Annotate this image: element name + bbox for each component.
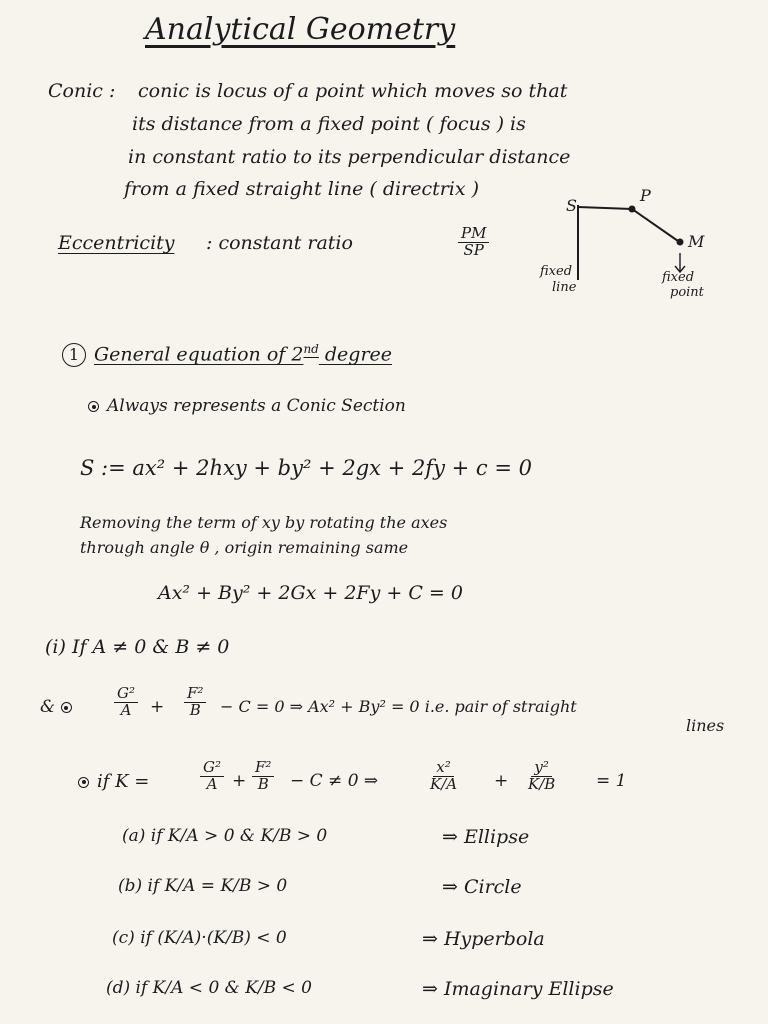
subcase-b-result: ⇒ Circle (442, 876, 522, 898)
subcase-d-result: ⇒ Imaginary Ellipse (422, 978, 614, 1000)
general-equation: S := ax² + 2hxy + by² + 2gx + 2fy + c = 0 (80, 456, 532, 480)
frac-den: A (206, 774, 218, 793)
frac-num: G² (114, 686, 138, 703)
conic-line-3: in constant ratio to its perpendicular distance (128, 146, 571, 168)
frac-x2-ka (430, 760, 457, 793)
subcase-d-cond: (d) if K/A < 0 & K/B < 0 (106, 978, 312, 998)
subcase-c-result: ⇒ Hyperbola (422, 928, 545, 950)
frac-den: K/B (528, 774, 556, 793)
bullet-text: Always represents a Conic Section (107, 396, 406, 416)
subcase-b-cond: (b) if K/A = K/B > 0 (118, 876, 288, 896)
subcase-a-result: ⇒ Ellipse (442, 826, 530, 848)
frac-den: K/A (430, 774, 458, 793)
case1-plus: + (150, 697, 165, 717)
frac-num: y² (531, 760, 552, 777)
label-m: M (688, 232, 705, 251)
case2-k (78, 771, 149, 792)
conic-label: Conic : (48, 80, 116, 102)
eccentricity-ratio (458, 226, 489, 259)
case1-text: − C = 0 ⇒ Ax² + By² = 0 i.e. pair of straight (220, 697, 577, 716)
frac-den: B (257, 774, 269, 793)
frac-f2-b-k (252, 760, 274, 793)
case2-mid: − C ≠ 0 ⇒ (290, 771, 379, 791)
ratio-denominator: SP (463, 240, 484, 259)
reduced-equation: Ax² + By² + 2Gx + 2Fy + C = 0 (158, 582, 463, 604)
point-m (677, 239, 684, 246)
frac-f2-b (184, 686, 206, 719)
label-s: S (566, 196, 577, 215)
bullet-line (88, 396, 406, 416)
page-title: Analytical Geometry (145, 12, 456, 47)
frac-g2-a-k (200, 760, 224, 793)
removing-line-2: through angle θ , origin remaining same (80, 538, 409, 557)
case2-plus: + (232, 771, 247, 791)
removing-line-1: Removing the term of xy by rotating the axes (80, 513, 448, 532)
heading-text-a: General equation of 2 (94, 343, 304, 366)
subcase-a-cond: (a) if K/A > 0 & K/B > 0 (122, 826, 328, 846)
frac-den: B (189, 700, 201, 719)
frac-num: x² (433, 760, 453, 777)
perpendicular-pm (578, 207, 632, 209)
case2-eq-one: = 1 (596, 771, 627, 791)
heading-text-b: degree (318, 343, 393, 366)
frac-num: F² (252, 760, 274, 777)
label-fixed-point-2: point (670, 285, 704, 300)
case-i: (i) If A ≠ 0 & B ≠ 0 (45, 636, 230, 658)
subcase-c-cond: (c) if (K/A)·(K/B) < 0 (112, 928, 287, 948)
ratio-numerator: PM (458, 226, 489, 243)
frac-y2-kb (528, 760, 555, 793)
label-fixed-point-1: fixed (662, 270, 695, 285)
frac-den: A (120, 700, 132, 719)
case2-plus-2: + (494, 771, 509, 791)
conic-line-4: from a fixed straight line ( directrix ) (124, 178, 480, 200)
case1-tail: lines (686, 716, 725, 735)
segment-sp (632, 209, 678, 241)
section-number: 1 (62, 343, 86, 367)
point-p (629, 206, 636, 213)
case1-amp: & (40, 697, 56, 717)
frac-g2-a (114, 686, 138, 719)
section-heading (62, 342, 392, 367)
eccentricity-text: : constant ratio (206, 232, 353, 254)
bullet-icon (88, 401, 99, 412)
case1-prefix (40, 697, 80, 717)
bullet-icon (61, 702, 72, 713)
conic-line-1: conic is locus of a point which moves so that (138, 80, 568, 102)
label-p: P (640, 186, 651, 205)
frac-num: F² (184, 686, 206, 703)
heading-sup: nd (303, 342, 319, 356)
conic-line-2: its distance from a fixed point ( focus ) is (132, 113, 526, 135)
bullet-icon (78, 777, 89, 788)
label-fixed-line-1: fixed (540, 264, 573, 279)
eccentricity-label: Eccentricity (58, 232, 175, 254)
label-fixed-line-2: line (552, 280, 577, 295)
frac-num: G² (200, 760, 224, 777)
case2-k-text: if K = (97, 771, 150, 792)
